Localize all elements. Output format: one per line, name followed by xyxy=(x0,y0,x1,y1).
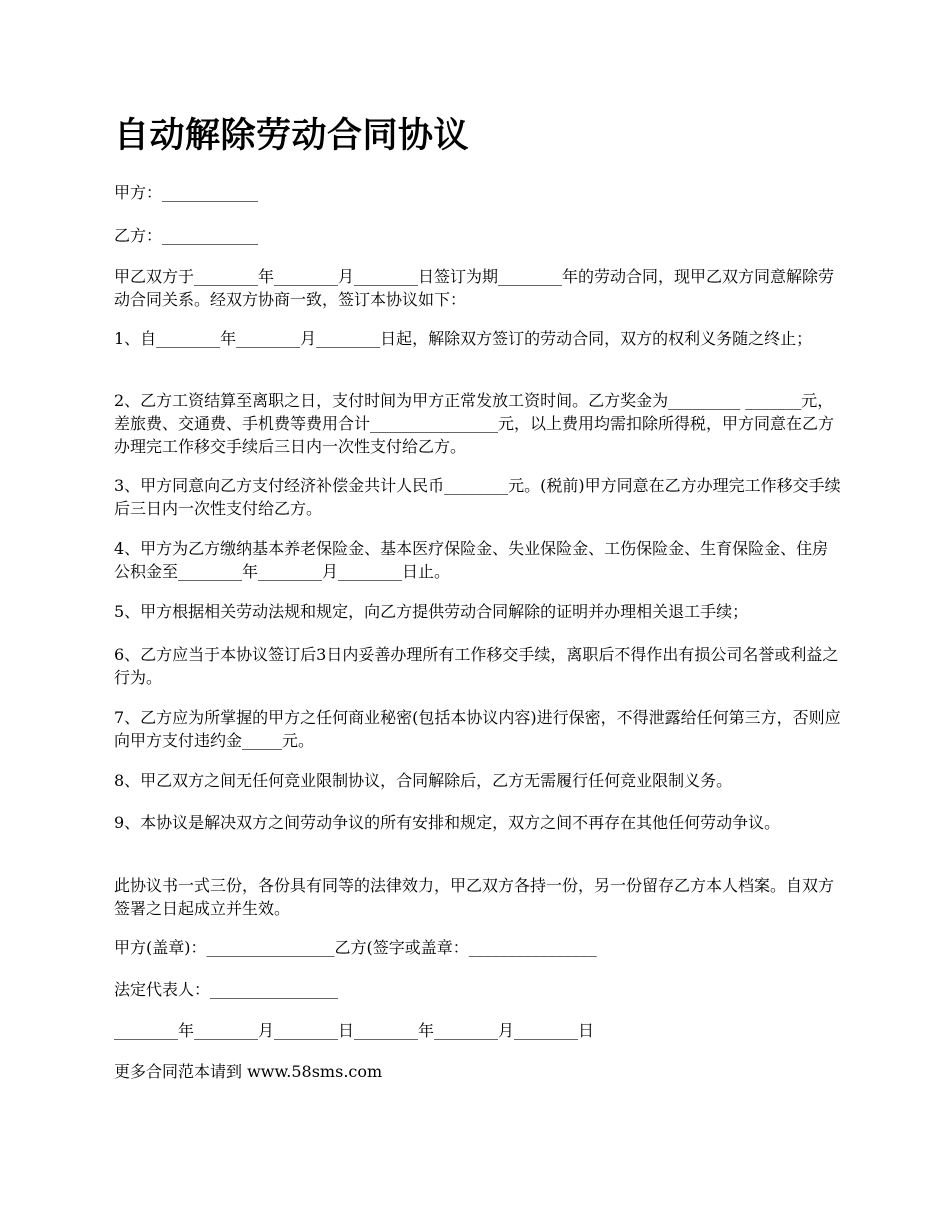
clause-9: 9、本协议是解决双方之间劳动争议的所有安排和规定，双方之间不再存在其他任何劳动争议。 xyxy=(114,813,781,832)
legal-representative-line: 法定代表人：________________ xyxy=(114,980,339,999)
clause-4: 4、甲方为乙方缴纳基本养老保险金、基本医疗保险金、失业保险金、工伤保险金、生育保险金、住房公积金至________年________月________日止。 xyxy=(114,539,829,581)
date-line: ________年________月________日________年________月________日 xyxy=(114,1021,595,1040)
clause-5: 5、甲方根据相关劳动法规和规定，向乙方提供劳动合同解除的证明并办理相关退工手续； xyxy=(114,602,749,621)
footer-link-text: 更多合同范本请到 www.58sms.com xyxy=(114,1062,383,1081)
clause-2: 2、乙方工资结算至离职之日，支付时间为甲方正常发放工资时间。乙方奖金为_________ _______元，差旅费、交通费、手机费等费用合计________________元，以上费用均需扣除所得税，甲方同意在乙方办理完工作移交手续后三日内一次性支付给乙方。 xyxy=(114,391,835,456)
clause-7: 7、乙方应为所掌握的甲方之任何商业秘密(包括本协议内容)进行保密，不得泄露给任何第三方，否则应向甲方支付违约金_____元。 xyxy=(114,708,841,750)
signature-line: 甲方(盖章)：________________乙方(签字或盖章：________________ xyxy=(114,938,597,957)
copies-paragraph: 此协议书一式三份，各份具有同等的法律效力，甲乙双方各持一份，另一份留存乙方本人档案。自双方签署之日起成立并生效。 xyxy=(114,876,835,918)
clause-1: 1、自________年________月________日起，解除双方签订的劳动合同，双方的权利义务随之终止； xyxy=(114,329,813,348)
clause-8: 8、甲乙双方之间无任何竞业限制协议，合同解除后，乙方无需履行任何竞业限制义务。 xyxy=(114,771,733,790)
clause-3: 3、甲方同意向乙方支付经济补偿金共计人民币________元。(税前)甲方同意在乙方办理完工作移交手续后三日内一次性支付给乙方。 xyxy=(114,476,841,518)
party-b-line: 乙方：____________ xyxy=(114,226,259,245)
intro-paragraph: 甲乙双方于________年________月________日签订为期________年的劳动合同，现甲乙双方同意解除劳动合同关系。经双方协商一致，签订本协议如下： xyxy=(114,267,835,309)
document-title: 自动解除劳动合同协议 xyxy=(114,115,470,156)
clause-6: 6、乙方应当于本协议签订后3日内妥善办理所有工作移交手续，离职后不得作出有损公司名誉或利益之行为。 xyxy=(114,645,839,687)
party-a-line: 甲方：____________ xyxy=(114,183,259,202)
